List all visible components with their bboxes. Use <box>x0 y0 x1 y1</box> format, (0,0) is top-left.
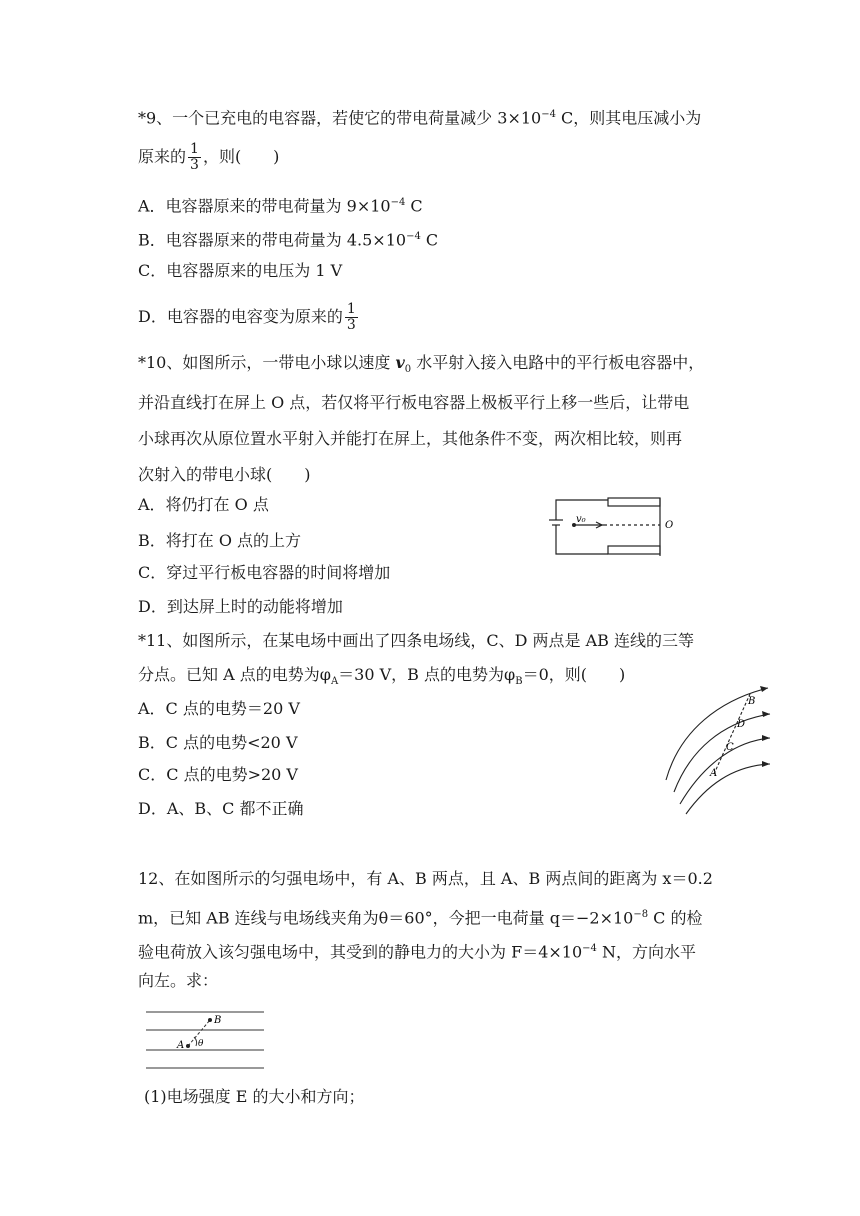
q12-stem-line1: 12、在如图所示的匀强电场中，有 A、B 两点，且 A、B 两点间的距离为 x＝0.2 <box>138 869 713 888</box>
q11-figure-d-label: D <box>737 719 746 730</box>
q12-figure-b-label: B <box>214 1015 222 1026</box>
q9-option-a: A．电容器原来的带电荷量为 $9\times 10^{-4}$ C <box>138 196 423 216</box>
q9-stem-line2: 原来的 $\frac{1}{3}$ ，则( ) <box>138 141 280 173</box>
q11-option-d: D．A、B、C 都不正确 <box>138 799 304 818</box>
q12-stem-line2: m，已知 AB 连线与电场线夹角为θ＝60°，今把一电荷量 $q=-2\times 10^{-8}$ C 的检 <box>138 908 703 928</box>
fraction-one-third: $\frac{1}{3}$ <box>190 141 199 173</box>
q10-figure-o-label: O <box>665 520 674 531</box>
q11-option-c: C．C 点的电势>20 V <box>138 765 298 784</box>
q10-capacitor-figure <box>540 494 680 560</box>
q9-option-d: D．电容器的电容变为原来的 $\frac{1}{3}$ <box>138 301 356 333</box>
q10-stem-line1: *10、如图所示，一带电小球以速度 $v_0$ 水平射入接入电路中的平行板电容器中， <box>138 353 705 376</box>
q10-option-c: C．穿过平行板电容器的时间将增加 <box>138 563 391 582</box>
q10-stem-line2: 并沿直线打在屏上 O 点，若仅将平行板电容器上极板平行上移一些后，让带电 <box>138 393 690 412</box>
q12-uniform-field-figure <box>144 1006 268 1076</box>
q11-field-lines-figure <box>660 680 780 816</box>
q12-subquestion-1: (1)电场强度 E 的大小和方向； <box>144 1087 365 1106</box>
q10-option-a: A．将仍打在 O 点 <box>138 495 269 514</box>
q9-option-c: C．电容器原来的电压为 1 V <box>138 261 343 280</box>
q10-stem-line3: 小球再次从原位置水平射入并能打在屏上，其他条件不变，两次相比较，则再 <box>138 429 683 448</box>
q11-figure-a-label: A <box>710 768 718 779</box>
q9-stem-line1: *9、一个已充电的电容器，若使它的带电荷量减少 $3\times 10^{-4}$ C，则其电压减小为 <box>138 108 702 128</box>
q11-stem-line1: *11、如图所示，在某电场中画出了四条电场线，C、D 两点是 AB 连线的三等 <box>138 631 695 650</box>
q10-option-d: D．到达屏上时的动能将增加 <box>138 597 343 616</box>
q12-figure-theta-label: θ <box>198 1039 204 1049</box>
q11-figure-b-label: B <box>748 696 756 707</box>
fraction-one-third: $\frac{1}{3}$ <box>346 301 356 333</box>
q12-stem-line3: 验电荷放入该匀强电场中，其受到的静电力的大小为 $F=4\times 10^{-4}$ N，方向水平 <box>138 942 696 962</box>
q10-figure-v0-label: v₀ <box>576 514 586 525</box>
q10-stem-line4: 次射入的带电小球( ) <box>138 465 311 484</box>
q11-stem-line2: 分点。已知 A 点的电势为$\varphi_A=30$ V，B 点的电势为$\varphi_B=0$，则( ) <box>138 665 626 688</box>
q11-option-a: A．C 点的电势＝20 V <box>138 699 300 718</box>
q12-stem-line4: 向左。求： <box>138 971 219 990</box>
q12-figure-a-label: A <box>177 1040 185 1051</box>
q9-option-b: B．电容器原来的带电荷量为 $4.5\times 10^{-4}$ C <box>138 230 439 250</box>
q11-figure-c-label: C <box>726 742 734 753</box>
q11-option-b: B．C 点的电势<20 V <box>138 733 298 752</box>
q10-option-b: B．将打在 O 点的上方 <box>138 531 302 550</box>
